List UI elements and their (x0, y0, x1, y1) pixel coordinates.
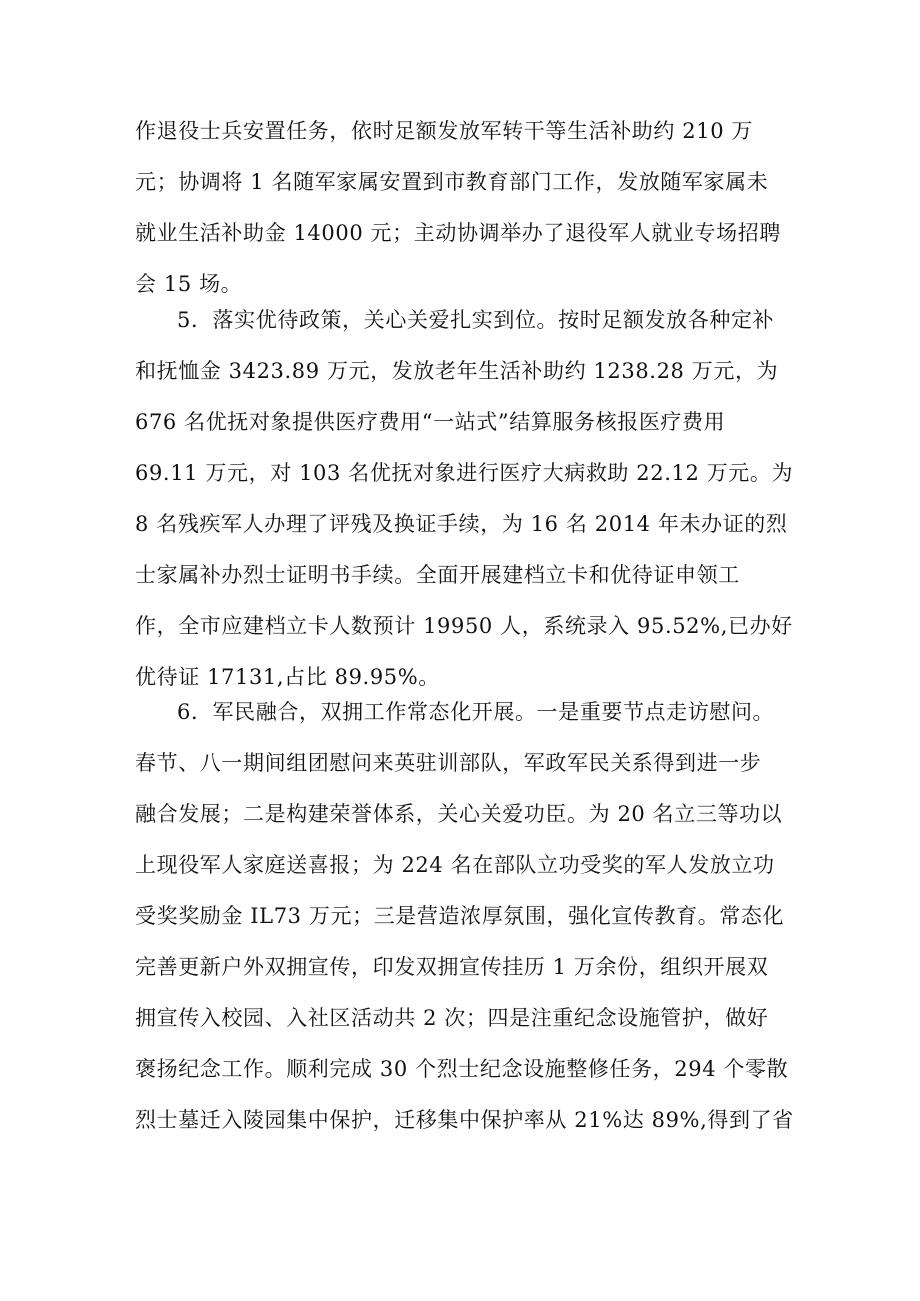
text-line: 和抚恤金 3423.89 万元，发放老年生活补助约 1238.28 万元，为 (135, 359, 779, 383)
text-line: 元；协调将 1 名随军家属安置到市教育部门工作，发放随军家属未 (135, 170, 769, 194)
paragraph-veteran-placement (135, 106, 785, 310)
paragraph-preferential-policy (135, 295, 794, 703)
text-line: 完善更新户外双拥宣传，印发双拥宣传挂历 1 万余份，组织开展双 (135, 955, 769, 979)
text-line: 5．落实优待政策，关心关爱扎实到位。按时足额发放各种定补 (177, 308, 775, 332)
text-line: 676 名优抚对象提供医疗费用“一站式”结算服务核报医疗费用 (135, 410, 726, 434)
text-line: 受奖奖励金 IL73 万元；三是营造浓厚氛围，强化宣传教育。常态化 (135, 904, 785, 928)
text-line: 士家属补办烈士证明书手续。全面开展建档立卡和优待证申领工 (135, 563, 740, 587)
text-line: 春节、八一期间组团慰问来英驻训部队，军政军民关系得到进一步 (135, 751, 762, 775)
paragraph-military-civilian-integration (135, 687, 794, 1146)
text-line: 融合发展；二是构建荣誉体系，关心关爱功臣。为 20 名立三等功以 (135, 802, 783, 826)
text-line: 就业生活补助金 14000 元；主动协调举办了退役军人就业专场招聘 (135, 221, 781, 245)
text-line: 作退役士兵安置任务，依时足额发放军转干等生活补助约 210 万 (135, 119, 754, 143)
text-line: 作，全市应建档立卡人数预计 19950 人，系统录入 95.52%,已办好 (135, 614, 793, 638)
text-line: 会 15 场。 (135, 272, 243, 296)
text-line: 8 名残疾军人办理了评残及换证手续，为 16 名 2014 年未办证的烈 (135, 512, 788, 536)
text-line: 上现役军人家庭送喜报；为 224 名在部队立功受奖的军人发放立功 (135, 853, 775, 877)
text-line: 优待证 17131,占比 89.95%。 (135, 665, 440, 689)
text-line: 褒扬纪念工作。顺利完成 30 个烈士纪念设施整修任务，294 个零散 (135, 1057, 789, 1081)
text-line: 拥宣传入校园、入社区活动共 2 次；四是注重纪念设施管护，做好 (135, 1006, 769, 1030)
text-line: 69.11 万元，对 103 名优抚对象进行医疗大病救助 22.12 万元。为 (135, 461, 794, 485)
text-line: 6．军民融合，双拥工作常态化开展。一是重要节点走访慰问。 (177, 700, 775, 724)
text-line: 烈士墓迁入陵园集中保护，迁移集中保护率从 21%达 89%,得到了省 (135, 1108, 794, 1132)
